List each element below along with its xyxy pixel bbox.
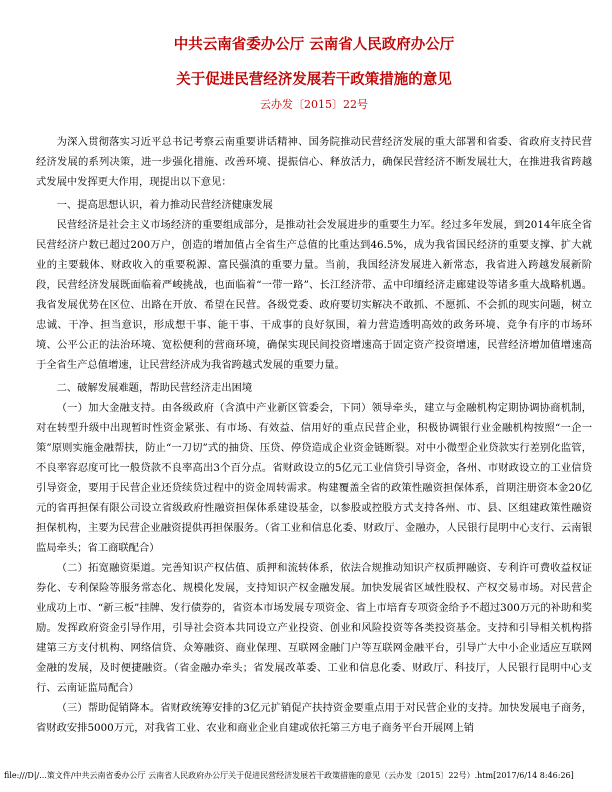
section-1-paragraph: 民营经济是社会主义市场经济的重要组成部分，是推动社会发展进步的重要生力军。经过多年发展，到2014年底全省民营经济户数已超过200万户，创造的增加值占全省生产总值的比重达到46.5%，成为我省国民经济的重要支撑、扩大就业的主要载体、财政收入的重要税源、富民强滇的重要力量。当前，我国经济发展进入新常态，我省进入跨越发展新阶段，民营经济发展既面临着严峻挑战，也面临着“一带一路”、长江经济带、孟中印缅经济走廊建设等诸多重大战略机遇。我省发展优势在区位、出路在开放、希望在民营。各级党委、政府要切实解决不敢抓、不愿抓、不会抓的现实问题，树立忠诚、干净、担当意识，形成想干事、能干事、干成事的良好氛围，着力营造透明高效的政务环境、竞争有序的市场环境、公平公正的法治环境、宽松便利的营商环境，确保实现民间投资增速高于固定资产投资增速，民营经济增加值增速高于全省生产总值增速，让民营经济成为我省跨越式发展的重要力量。 bbox=[36, 219, 592, 371]
section-2-heading: 二、破解发展难题，帮助民营经济走出困境 bbox=[56, 382, 253, 394]
item-2-paragraph: （二）拓宽融资渠道。完善知识产权估值、质押和流转体系，依法合规推动知识产权质押融资、专利许可费收益权证券化、专利保险等服务常态化、规模化发展，支持知识产权金融发展。加快发展省区域性股权、产权交易市场。对民营企业成功上市、“新三板”挂牌、发行债券的，省资本市场发展专项资金、省上市培育专项资金给予不超过300万元的补助和奖励。发挥政府资金引导作用，引导社会资本共同设立产业投资、创业和风险投资等各类投资基金。支持和引导相关机构搭建第三方支付机构、网络信贷、众筹融资、商业保理、互联网金融门户等互联网金融平台，引导广大中小企业适应互联网金融的发展，及时便捷融资。（省金融办牵头；省发展改革委、工业和信息化委、财政厅、科技厅，人民银行昆明中心支行、云南证监局配合） bbox=[36, 562, 592, 694]
title-line-2: 关于促进民营经济发展若干政策措施的意见 bbox=[176, 71, 452, 88]
section-1-heading: 一、提高思想认识，着力推动民营经济健康发展 bbox=[56, 199, 273, 211]
item-3-paragraph: （三）帮助促销降本。省财政统筹安排的3亿元扩销促产扶持资金要重点用于对民营企业的支持。加快发展电子商务，省财政安排5000万元，对我省工业、农业和商业企业自建或依托第三方电子商务平台开展网上销 bbox=[36, 702, 592, 734]
document-number: 云办发〔2015〕22号 bbox=[260, 98, 368, 111]
title-line-1: 中共云南省委办公厅 云南省人民政府办公厅 bbox=[173, 36, 455, 53]
intro-paragraph: 为深入贯彻落实习近平总书记考察云南重要讲话精神、国务院推动民营经济发展的重大部署和省委、省政府支持民营经济发展的系列决策，进一步强化措施、改善环境、提振信心、释放活力，确保民营经济不断发展壮大，在推进我省跨越式发展中发挥更大作用，现提出以下意见： bbox=[36, 136, 592, 188]
page-footer-path: file:///D|/...策文件/中共云南省委办公厅 云南省人民政府办公厅关于促进民营经济发展若干政策措施的意见（云办发〔2015〕22号）.htm[2017/6/14 8:46:26] bbox=[4, 771, 574, 780]
item-1-paragraph: （一）加大金融支持。由各级政府（含滇中产业新区管委会，下同）领导牵头，建立与金融机构定期协调协商机制，对在转型升级中出现暂时性资金紧张、有市场、有效益、信用好的重点民营企业，积极协调银行业金融机构按照“一企一策”原则实施金融帮扶，防止“一刀切”式的抽贷、压贷、停贷造成企业资金链断裂。对中小微型企业贷款实行差别化监管，不良率容忍度可比一般贷款不良率高出3个百分点。省财政设立的5亿元工业信贷引导资金，各州、市财政设立的工业信贷引导资金，要用于民营企业还贷续贷过程中的资金周转需求。构建覆盖全省的政策性融资担保体系，首期注册资本金20亿元的省再担保有限公司设立省级政府性融资担保体系建设基金，以参股或控股方式支持各州、市、县、区组建政策性融资担保机构，主要为民营企业融资提供再担保服务。（省工业和信息化委、财政厅、金融办，人民银行昆明中心支行、云南银监局牵头；省工商联配合） bbox=[36, 402, 592, 554]
document-page bbox=[36, 36, 592, 738]
